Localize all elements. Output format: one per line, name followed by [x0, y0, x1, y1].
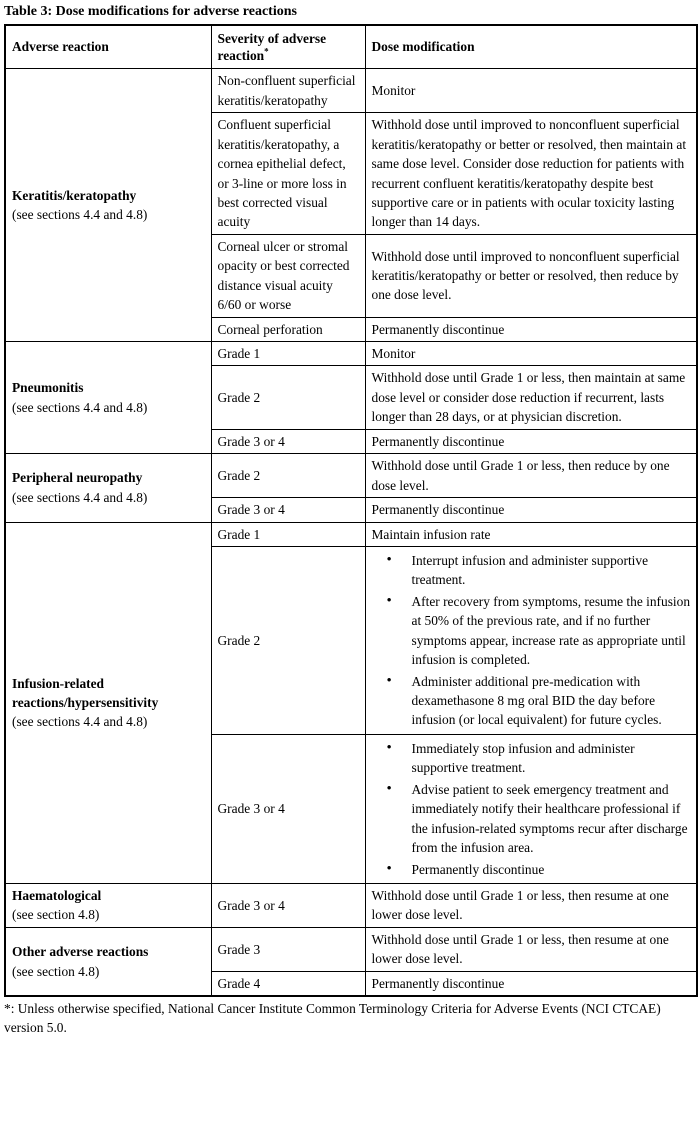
severity-cell: Grade 3 or 4 — [211, 498, 365, 522]
bullet-list — [372, 551, 692, 730]
bullet-item: • After recovery from symptoms, resume the infusion at 50% of the previous rate, and if no further symptoms appear, increase rate as appropriate until infusion is completed. — [372, 592, 692, 670]
bullet-item: • Interrupt infusion and administer supportive treatment. — [372, 551, 692, 590]
reaction-name: Infusion-related reactions/hypersensitivity — [12, 675, 159, 711]
modification-cell: Permanently discontinue — [365, 429, 697, 453]
modification-cell: Withhold dose until improved to nonconfluent superficial keratitis/keratopathy or better or resolved, then maintain at same dose level. Consider dose reduction for patients with recurrent confluent keratitis/keratopathy despite best supportive care or in patients with ocular toxicity lasting longer than 14 days. — [365, 113, 697, 235]
reaction-cell-haematological — [5, 883, 211, 927]
dose-modification-table — [4, 24, 698, 998]
column-header-adverse-reaction: Adverse reaction — [5, 25, 211, 69]
severity-cell: Corneal perforation — [211, 317, 365, 341]
severity-cell: Corneal ulcer or stromal opacity or best corrected distance visual acuity 6/60 or worse — [211, 234, 365, 317]
bullet-item: • Immediately stop infusion and administer supportive treatment. — [372, 739, 692, 778]
severity-cell: Grade 3 or 4 — [211, 883, 365, 927]
severity-cell: Grade 3 or 4 — [211, 734, 365, 883]
modification-cell: Permanently discontinue — [365, 971, 697, 996]
severity-cell: Grade 3 — [211, 927, 365, 971]
reaction-note: (see sections 4.4 and 4.8) — [12, 489, 148, 505]
reaction-cell-pneumonitis — [5, 342, 211, 454]
column-header-dose-modification: Dose modification — [365, 25, 697, 69]
severity-cell: Grade 1 — [211, 342, 365, 366]
column-header-severity — [211, 25, 365, 69]
table-row — [5, 927, 697, 971]
modification-cell: Withhold dose until Grade 1 or less, then maintain at same dose level or consider dose reduction if recurrent, lasts longer than 28 days, or at physician discretion. — [365, 366, 697, 429]
severity-cell: Grade 2 — [211, 454, 365, 498]
severity-cell: Grade 2 — [211, 546, 365, 734]
table-row — [5, 454, 697, 498]
modification-cell: Maintain infusion rate — [365, 522, 697, 546]
table-row — [5, 522, 697, 546]
severity-cell: Grade 4 — [211, 971, 365, 996]
severity-cell: Grade 1 — [211, 522, 365, 546]
modification-cell: Monitor — [365, 69, 697, 113]
table-title: Table 3: Dose modifications for adverse reactions — [4, 4, 297, 19]
modification-cell — [365, 734, 697, 883]
modification-cell: Monitor — [365, 342, 697, 366]
reaction-cell-peripheral-neuropathy — [5, 454, 211, 522]
modification-cell: Permanently discontinue — [365, 498, 697, 522]
reaction-name: Peripheral neuropathy — [12, 470, 143, 486]
reaction-name: Other adverse reactions — [12, 944, 149, 960]
reaction-cell-other-adverse-reactions — [5, 927, 211, 996]
bullet-item: • Administer additional pre-medication with dexamethasone 8 mg oral BID the day before infusion (or local equivalent) for future cycles. — [372, 672, 692, 730]
bullet-item: • Permanently discontinue — [372, 860, 692, 879]
severity-cell: Grade 2 — [211, 366, 365, 429]
footnote: *: Unless otherwise specified, National Cancer Institute Common Terminology Criteria for Adverse Events (NCI CTCAE) version 5.0. — [4, 1001, 661, 1035]
reaction-name: Pneumonitis — [12, 380, 84, 396]
modification-cell — [365, 546, 697, 734]
table-row — [5, 69, 697, 113]
reaction-note: (see section 4.8) — [12, 907, 100, 923]
reaction-name: Keratitis/keratopathy — [12, 187, 137, 203]
bullet-list — [372, 739, 692, 879]
reaction-note: (see sections 4.4 and 4.8) — [12, 399, 148, 415]
reaction-note: (see section 4.8) — [12, 963, 100, 979]
modification-cell: Withhold dose until Grade 1 or less, then resume at one lower dose level. — [365, 927, 697, 971]
column-header-severity-label: Severity of adverse reaction — [217, 30, 327, 63]
modification-cell: Withhold dose until improved to nonconfluent superficial keratitis/keratopathy or better or resolved, then reduce by one dose level. — [365, 234, 697, 317]
header-row — [5, 25, 697, 69]
reaction-note: (see sections 4.4 and 4.8) — [12, 714, 148, 730]
severity-cell: Non-confluent superficial keratitis/keratopathy — [211, 69, 365, 113]
modification-cell: Withhold dose until Grade 1 or less, then resume at one lower dose level. — [365, 883, 697, 927]
reaction-cell-keratitis — [5, 69, 211, 342]
severity-cell: Confluent superficial keratitis/keratopathy, a cornea epithelial defect, or 3-line or more loss in best corrected visual acuity — [211, 113, 365, 235]
reaction-name: Haematological — [12, 887, 102, 903]
bullet-item: • Advise patient to seek emergency treatment and immediately notify their healthcare professional if the infusion-related symptoms recur after discharge from the infusion area. — [372, 780, 692, 858]
table-row — [5, 883, 697, 927]
severity-cell: Grade 3 or 4 — [211, 429, 365, 453]
table-row — [5, 342, 697, 366]
reaction-note: (see sections 4.4 and 4.8) — [12, 207, 148, 223]
modification-cell: Withhold dose until Grade 1 or less, then reduce by one dose level. — [365, 454, 697, 498]
severity-footnote-marker: * — [264, 46, 269, 57]
reaction-cell-infusion-related — [5, 522, 211, 883]
modification-cell: Permanently discontinue — [365, 317, 697, 341]
